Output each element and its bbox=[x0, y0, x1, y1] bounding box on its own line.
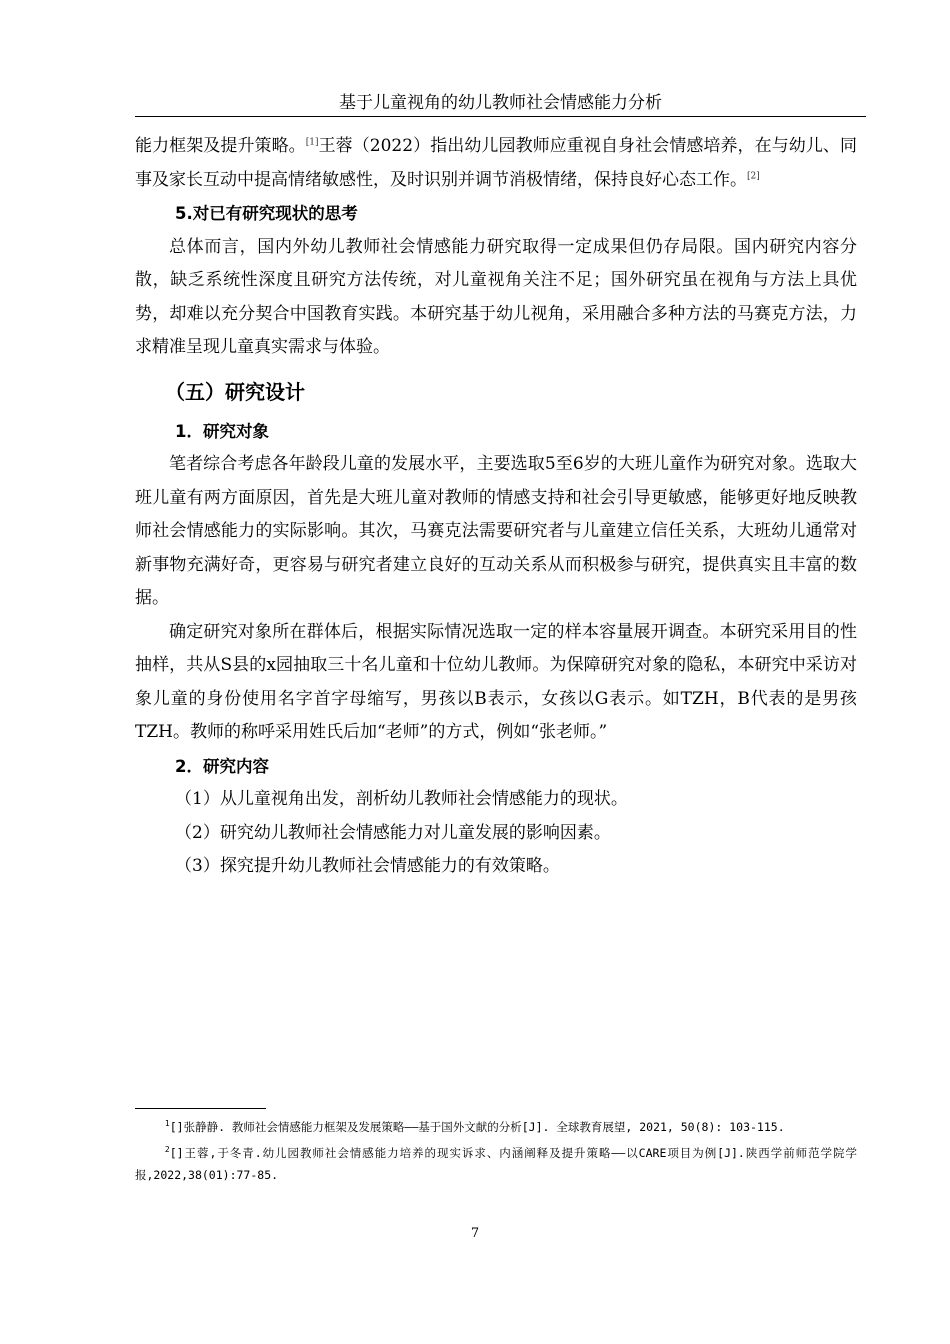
footnote-text: []王蓉,于冬青.幼儿园教师社会情感能力培养的现实诉求、内涵阐释及提升策略——以CARE项目为例[J].陕西学前师范学院学报,2022,38(01):77-85. bbox=[135, 1146, 857, 1182]
footnotes bbox=[135, 1116, 857, 1190]
footnote-1 bbox=[135, 1116, 857, 1138]
section-heading-reflection: 5.对已有研究现状的思考 bbox=[175, 204, 358, 223]
paragraph-reflection: 总体而言，国内外幼儿教师社会情感能力研究取得一定成果但仍存局限。国内研究内容分散，缺乏系统性深度且研究方法传统，对儿童视角关注不足；国外研究虽在视角与方法上具优势，却难以充分契合中国教育实践。本研究基于幼儿视角，采用融合多种方法的马赛克方法，力求精准呈现儿童真实需求与体验。 bbox=[135, 236, 857, 357]
paragraph-continued bbox=[135, 130, 857, 197]
footnote-mark: 2 bbox=[164, 1145, 170, 1155]
section-heading-research-content: 2．研究内容 bbox=[175, 756, 269, 776]
paragraph-subjects-2: 确定研究对象所在群体后，根据实际情况选取一定的样本容量展开调查。本研究采用目的性抽样，共从S县的x园抽取三十名儿童和十位幼儿教师。为保障研究对象的隐私，本研究中采访对象儿童的身份使用名字首字母缩写，男孩以B表示，女孩以G表示。如TZH，B代表的是男孩TZH。教师的称呼采用姓氏后加“老师”的方式，例如“张老师。” bbox=[135, 621, 857, 742]
main-content bbox=[135, 130, 857, 884]
content-list-item: （1）从儿童视角出发，剖析幼儿教师社会情感能力的现状。 bbox=[175, 789, 628, 809]
running-header-title: 基于儿童视角的幼儿教师社会情感能力分析 bbox=[339, 93, 662, 113]
footnote-text: []张静静. 教师社会情感能力框架及发展策略——基于国外文献的分析[J]. 全球教育展望, 2021, 50(8): 103-115. bbox=[169, 1120, 785, 1134]
content-list-item: （3）探究提升幼儿教师社会情感能力的有效策略。 bbox=[175, 856, 560, 876]
section-heading-research-subjects: 1．研究对象 bbox=[175, 421, 269, 441]
footnote-mark: 1 bbox=[164, 1119, 170, 1129]
paragraph-subjects-1: 笔者综合考虑各年龄段儿童的发展水平，主要选取5至6岁的大班儿童作为研究对象。选取大班儿童有两方面原因，首先是大班儿童对教师的情感支持和社会引导更敏感，能够更好地反映教师社会情感能力的实际影响。其次，马赛克法需要研究者与儿童建立信任关系，大班幼儿通常对新事物充满好奇，更容易与研究者建立良好的互动关系从而积极参与研究，提供真实且丰富的数据。 bbox=[135, 454, 857, 608]
paragraph-text: 王蓉（2022）指出幼儿园教师应重视自身社会情感培养，在与幼儿、同事及家长互动中提高情绪敏感性，及时识别并调节消极情绪，保持良好心态工作。 bbox=[135, 136, 858, 190]
citation-ref-1[interactable]: [1] bbox=[305, 137, 319, 148]
paragraph-text: 能力框架及提升策略。 bbox=[135, 136, 306, 156]
page-number: 7 bbox=[470, 1226, 480, 1241]
footnote-divider bbox=[135, 1108, 266, 1109]
content-list-item: （2）研究幼儿教师社会情感能力对儿童发展的影响因素。 bbox=[175, 822, 611, 843]
running-header bbox=[135, 90, 866, 117]
section-heading-research-design: （五）研究设计 bbox=[165, 379, 305, 404]
footnote-2 bbox=[135, 1142, 857, 1186]
citation-ref-2[interactable]: [2] bbox=[747, 170, 760, 181]
